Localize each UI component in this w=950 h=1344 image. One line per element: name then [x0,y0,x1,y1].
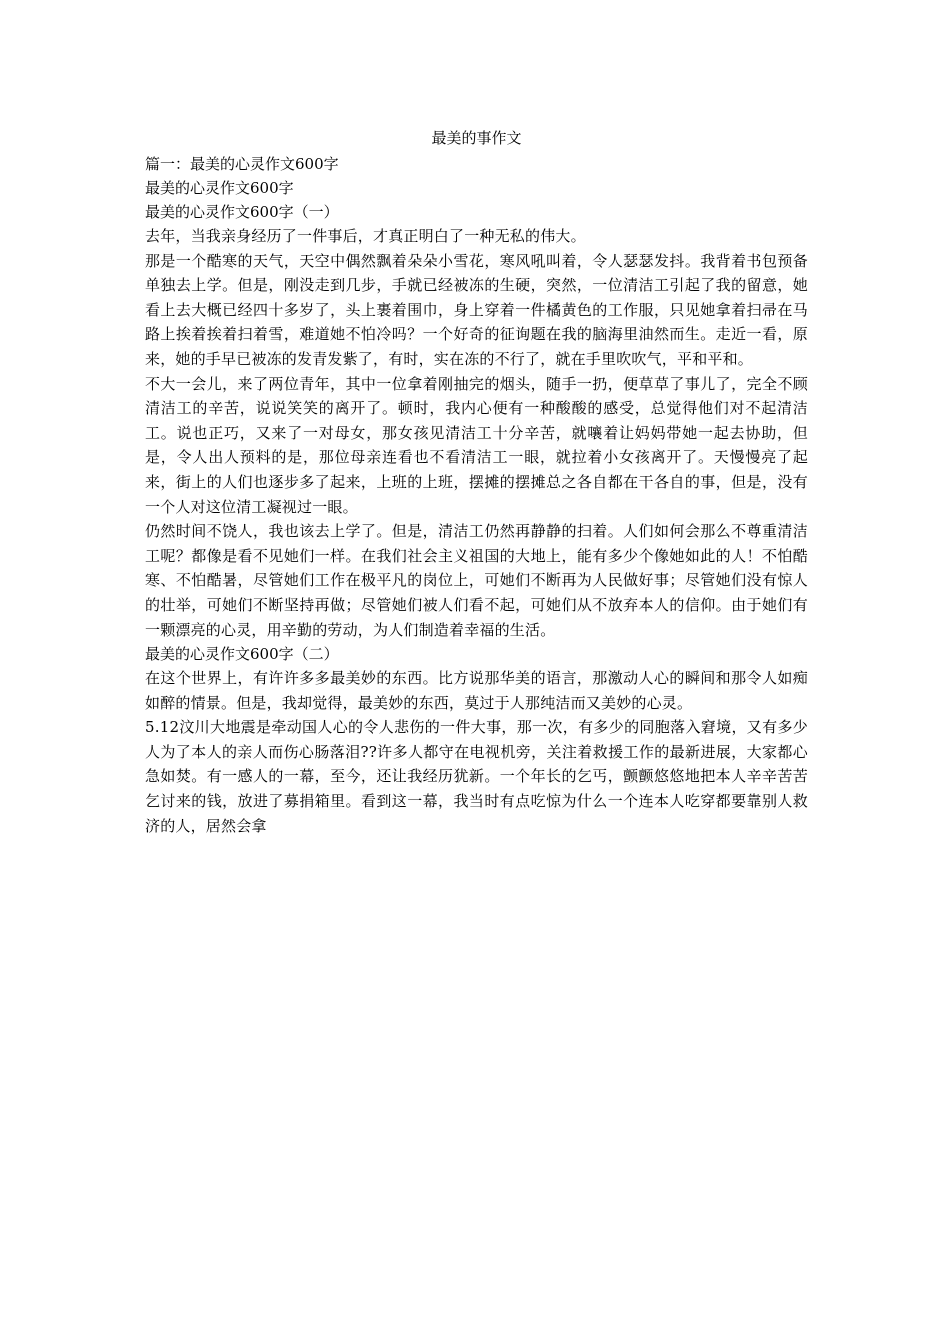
paragraph-5: 在这个世界上，有许许多多最美妙的东西。比方说那华美的语言，那激动人心的瞬间和那令人如痴如醉的情景。但是，我却觉得，最美妙的东西，莫过于人那纯洁而又美妙的心灵。 [145,669,808,712]
document-title: 最美的事作文 [431,129,522,147]
part-heading: 篇一：最美的心灵作文600字 [145,155,339,173]
document-page [145,126,808,838]
paragraph-6: 5.12汶川大地震是牵动国人心的令人悲伤的一件大事，那一次，有多少的同胞落入窘境，又有多少人为了本人的亲人而伤心肠落泪??许多人都守在电视机旁，关注着救援工作的最新进展，大家都心急如焚。有一感人的一幕，至今，还让我经历犹新。一个年长的乞丐，颤颤悠悠地把本人辛辛苦苦乞讨来的钱，放进了募捐箱里。看到这一幕，我当时有点吃惊为什么一个连本人吃穿都要靠别人救济的人，居然会拿 [145,718,808,835]
paragraph-3: 不大一会儿，来了两位青年，其中一位拿着刚抽完的烟头，随手一扔，便草草了事儿了，完全不顾清洁工的辛苦，说说笑笑的离开了。顿时，我内心便有一种酸酸的感受，总觉得他们对不起清洁工。说也正巧，又来了一对母女，那女孩见清洁工十分辛苦，就嚷着让妈妈带她一起去协助，但是，令人出人预料的是，那位母亲连看也不看清洁工一眼，就拉着小女孩离开了。天慢慢亮了起来，街上的人们也逐步多了起来，上班的上班，摆摊的摆摊总之各自都在干各自的事，但是，没有一个人对这位清工凝视过一眼。 [145,374,808,516]
section-heading-1: 最美的心灵作文600字（一） [145,203,339,221]
paragraph-2: 那是一个酷寒的天气，天空中偶然飘着朵朵小雪花，寒风吼叫着，令人瑟瑟发抖。我背着书包预备单独去上学。但是，刚没走到几步，手就已经被冻的生硬，突然，一位清洁工引起了我的留意，她看上去大概已经四十多岁了，头上裹着围巾，身上穿着一件橘黄色的工作服，只见她拿着扫帚在马路上挨着挨着扫着雪，难道她不怕冷吗？一个好奇的征询题在我的脑海里油然而生。走近一看，原来，她的手早已被冻的发青发紫了，有时，实在冻的不行了，就在手里吹吹气，平和平和。 [145,251,808,368]
essay-subtitle: 最美的心灵作文600字 [145,179,294,197]
paragraph-1: 去年，当我亲身经历了一件事后，才真正明白了一种无私的伟大。 [145,227,586,245]
section-heading-2: 最美的心灵作文600字（二） [145,645,339,664]
paragraph-4: 仍然时间不饶人，我也该去上学了。但是，清洁工仍然再静静的扫着。人们如何会那么不尊重清洁工呢？都像是看不见她们一样。在我们社会主义祖国的大地上，能有多少个像她如此的人！不怕酷寒、不怕酷暑，尽管她们工作在极平凡的岗位上，可她们不断再为人民做好事；尽管她们没有惊人的壮举，可她们不断坚持再做；尽管她们被人们看不起，可她们从不放弃本人的信仰。由于她们有一颗漂亮的心灵，用辛勤的劳动，为人们制造着幸福的生活。 [145,522,808,639]
